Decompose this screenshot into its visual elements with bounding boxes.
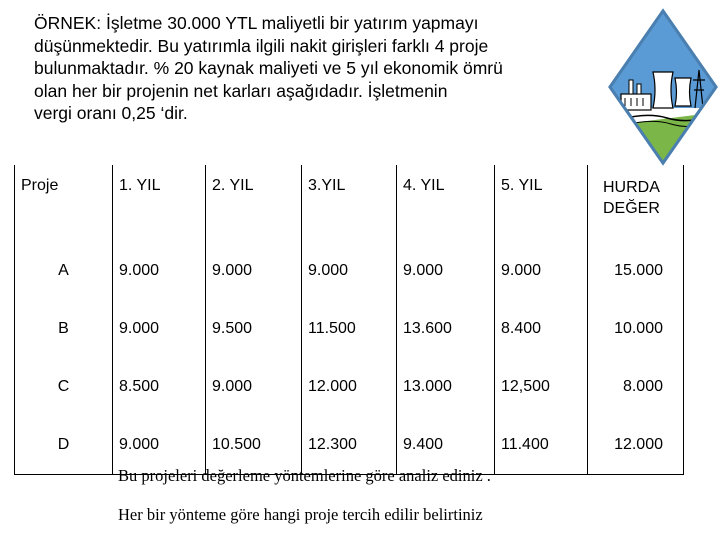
problem-statement: [34, 12, 624, 125]
cash-flow-cell: 9.000: [113, 242, 206, 300]
table-row: [15, 242, 684, 300]
cash-flow-cell: 12,500: [495, 358, 588, 416]
cash-flow-cell: 9.000: [495, 242, 588, 300]
salvage-cell: 8.000: [588, 358, 684, 416]
cash-flow-cell: 9.400: [397, 416, 495, 474]
cash-flow-cell: 11.500: [302, 300, 397, 358]
cash-flow-cell: 8.400: [495, 300, 588, 358]
cash-flow-cell: 13.600: [397, 300, 495, 358]
header-cell-year-5: 5. YIL: [495, 165, 588, 242]
project-label: B: [15, 300, 113, 358]
header-cell-year-3: 3.YIL: [302, 165, 397, 242]
cash-flow-cell: 9.000: [113, 300, 206, 358]
cash-flow-cell: 8.500: [113, 358, 206, 416]
cash-flow-cell: 13.000: [397, 358, 495, 416]
cash-flow-cell: 12.000: [302, 358, 397, 416]
header-cell-year-2: 2. YIL: [206, 165, 302, 242]
table-row: [15, 300, 684, 358]
cash-flow-cell: 9.000: [397, 242, 495, 300]
problem-line: olan her bir projenin net karları aşağıdadır. İşletmenin: [34, 80, 448, 101]
instruction-analyze: Bu projeleri değerleme yöntemlerine göre analiz ediniz .: [118, 466, 491, 485]
cash-flow-cell: 9.500: [206, 300, 302, 358]
table-row: [15, 358, 684, 416]
project-label: C: [15, 358, 113, 416]
project-table: [14, 165, 684, 475]
header-cell-year-4: 4. YIL: [397, 165, 495, 242]
problem-line: ÖRNEK: İşletme 30.000 YTL maliyetli bir yatırım yapmayı: [34, 13, 479, 33]
header-cell-project: Proje: [15, 165, 113, 242]
instruction-preferred-project: Her bir yönteme göre hangi proje tercih edilir belirtiniz: [118, 505, 483, 524]
header-cell-year-1: 1. YIL: [113, 165, 206, 242]
cash-flow-cell: 9.000: [302, 242, 397, 300]
cash-flow-cell: 9.000: [206, 242, 302, 300]
table-header-row: [15, 165, 684, 242]
cash-flow-cell: 12.300: [302, 416, 397, 474]
project-label: A: [15, 242, 113, 300]
salvage-cell: 10.000: [588, 300, 684, 358]
project-label: D: [15, 416, 113, 474]
problem-line: vergi oranı 0,25 ‘dir.: [34, 103, 188, 123]
factory-logo-icon: [607, 8, 719, 166]
problem-line: düşünmektedir. Bu yatırımla ilgili nakit girişleri farklı 4 proje: [34, 35, 489, 56]
header-salvage-line-1: HURDA: [603, 179, 660, 196]
cash-flow-cell: 11.400: [495, 416, 588, 474]
salvage-cell: 12.000: [588, 416, 684, 474]
cash-flow-cell: 9.000: [113, 416, 206, 474]
salvage-cell: 15.000: [588, 242, 684, 300]
cash-flow-cell: 10.500: [206, 416, 302, 474]
header-cell-salvage: [588, 165, 684, 242]
cash-flow-cell: 9.000: [206, 358, 302, 416]
problem-line: bulunmaktadır. % 20 kaynak maliyeti ve 5 yıl ekonomik ömrü: [34, 58, 503, 78]
header-salvage-line-2: DEĞER: [603, 200, 660, 217]
